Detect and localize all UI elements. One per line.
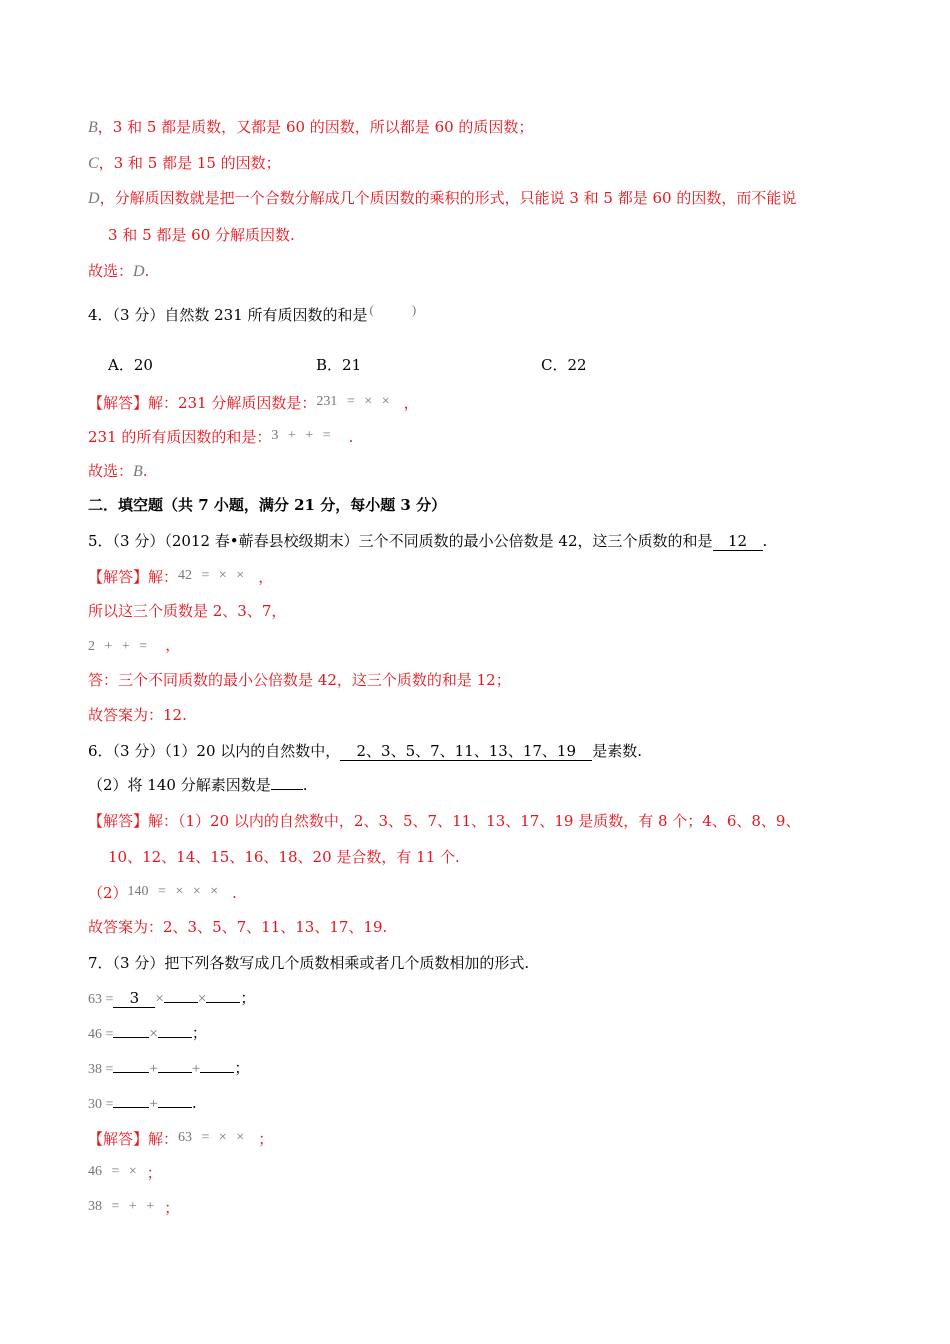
formula-231: 231 = × ×: [316, 394, 390, 409]
formula-sum: 3 + + =: [271, 428, 331, 443]
q5-solution-line4: 答：三个不同质数的最小公倍数是 42，这三个质数的和是 12；: [88, 671, 511, 689]
q6-final-answer: 故答案为：2、3、5、7、11、13、17、19.: [88, 918, 388, 936]
q4-option-c: C．22: [541, 356, 587, 374]
formula-38: 38 = + +: [88, 1199, 155, 1214]
answer-letter: D: [133, 263, 145, 280]
formula-sum-q5: 2 + + =: [88, 639, 148, 654]
section-title: 二．填空题（共 7 小题，满分 21 分，每小题 3 分）: [88, 496, 447, 514]
q6-solution-line1: 【解答】解：（1）20 以内的自然数中，2、3、5、7、11、13、17、19 是质数，有 8 个；4、6、8、9、: [88, 812, 801, 830]
q7-blank: [164, 1002, 198, 1003]
q7-row-30: 30 = + .: [88, 1094, 197, 1112]
q4-answer: 故选：B.: [88, 462, 148, 480]
letter-b: B: [88, 119, 98, 136]
q7-row-46: 46 = × ；: [88, 1024, 207, 1042]
q5-blank: 12: [713, 532, 763, 551]
formula-46: 46 = ×: [88, 1164, 137, 1179]
q3-option-b-explanation: B，3 和 5 都是质数，又都是 60 的因数，所以都是 60 的质因数；: [88, 118, 534, 136]
q4-option-a: A．20: [108, 356, 153, 374]
q7-blank: [113, 1072, 149, 1073]
q4-solution-line2: 231 的所有质因数的和是：3 + + = .: [88, 428, 354, 446]
formula-140: 140 = × × ×: [127, 884, 219, 899]
q7-blank: [158, 1107, 192, 1108]
q6-solution-line3: （2）140 = × × × .: [88, 884, 237, 902]
q6-solution-line2: 10、12、14、15、16、18、20 是合数，有 11 个.: [108, 848, 460, 866]
q5-stem: 5．（3 分）（2012 春•蕲春县校级期末）三个不同质数的最小公倍数是 42，这三个质数的和是 12 .: [88, 532, 768, 550]
q4-stem: 4．（3 分）自然数 231 所有质因数的和是 ( ): [88, 302, 417, 324]
q7-blank: 3: [113, 989, 155, 1008]
q3-answer: 故选：D.: [88, 262, 150, 280]
letter-c: C: [88, 155, 99, 172]
q7-blank: [158, 1072, 192, 1073]
q7-blank: [158, 1037, 192, 1038]
q7-solution-line3: 38 = + + ；: [88, 1199, 180, 1217]
q4-solution-line1: 【解答】解：231 分解质因数是：231 = × × ，: [88, 394, 419, 412]
q7-blank: [200, 1072, 234, 1073]
q7-row-63: 63 = 3 × × ；: [88, 989, 256, 1007]
q7-blank: [206, 1002, 240, 1003]
letter-d: D: [88, 190, 100, 207]
paren-close: ): [411, 302, 417, 317]
q5-final-answer: 故答案为：12.: [88, 706, 187, 724]
q7-blank: [113, 1037, 149, 1038]
q6-blank1: 2、3、5、7、11、13、17、19: [340, 742, 592, 761]
q7-blank: [113, 1107, 149, 1108]
q5-solution-line2: 所以这三个质数是 2、3、7，: [88, 602, 287, 620]
q3-option-d-explanation-cont: 3 和 5 都是 60 分解质因数.: [108, 226, 295, 244]
q6-blank2: [271, 789, 303, 790]
q7-row-38: 38 = + + ；: [88, 1059, 250, 1077]
paren-open: (: [369, 302, 374, 317]
q4-option-b: B．21: [316, 356, 362, 374]
q5-solution-line3: 2 + + = ，: [88, 636, 181, 654]
q7-solution-line2: 46 = × ；: [88, 1164, 162, 1182]
q5-solution-line1: 【解答】解：42 = × × ，: [88, 568, 274, 586]
q6-stem-part1: 6．（3 分）（1）20 以内的自然数中， 2、3、5、7、11、13、17、19 是素数.: [88, 742, 643, 760]
q7-solution-line1: 【解答】解：63 = × × ；: [88, 1130, 274, 1148]
q3-option-d-explanation: D，分解质因数就是把一个合数分解成几个质因数的乘积的形式，只能说 3 和 5 都是 60 的因数，而不能说: [88, 189, 797, 207]
formula-63: 63 = × ×: [178, 1130, 245, 1145]
q3-option-c-explanation: C，3 和 5 都是 15 的因数；: [88, 154, 281, 172]
q7-stem: 7．（3 分）把下列各数写成几个质数相乘或者几个质数相加的形式.: [88, 954, 530, 972]
formula-42: 42 = × ×: [178, 568, 245, 583]
answer-letter: B: [133, 463, 143, 480]
q6-stem-part2: （2）将 140 分解素因数是 .: [88, 776, 308, 794]
